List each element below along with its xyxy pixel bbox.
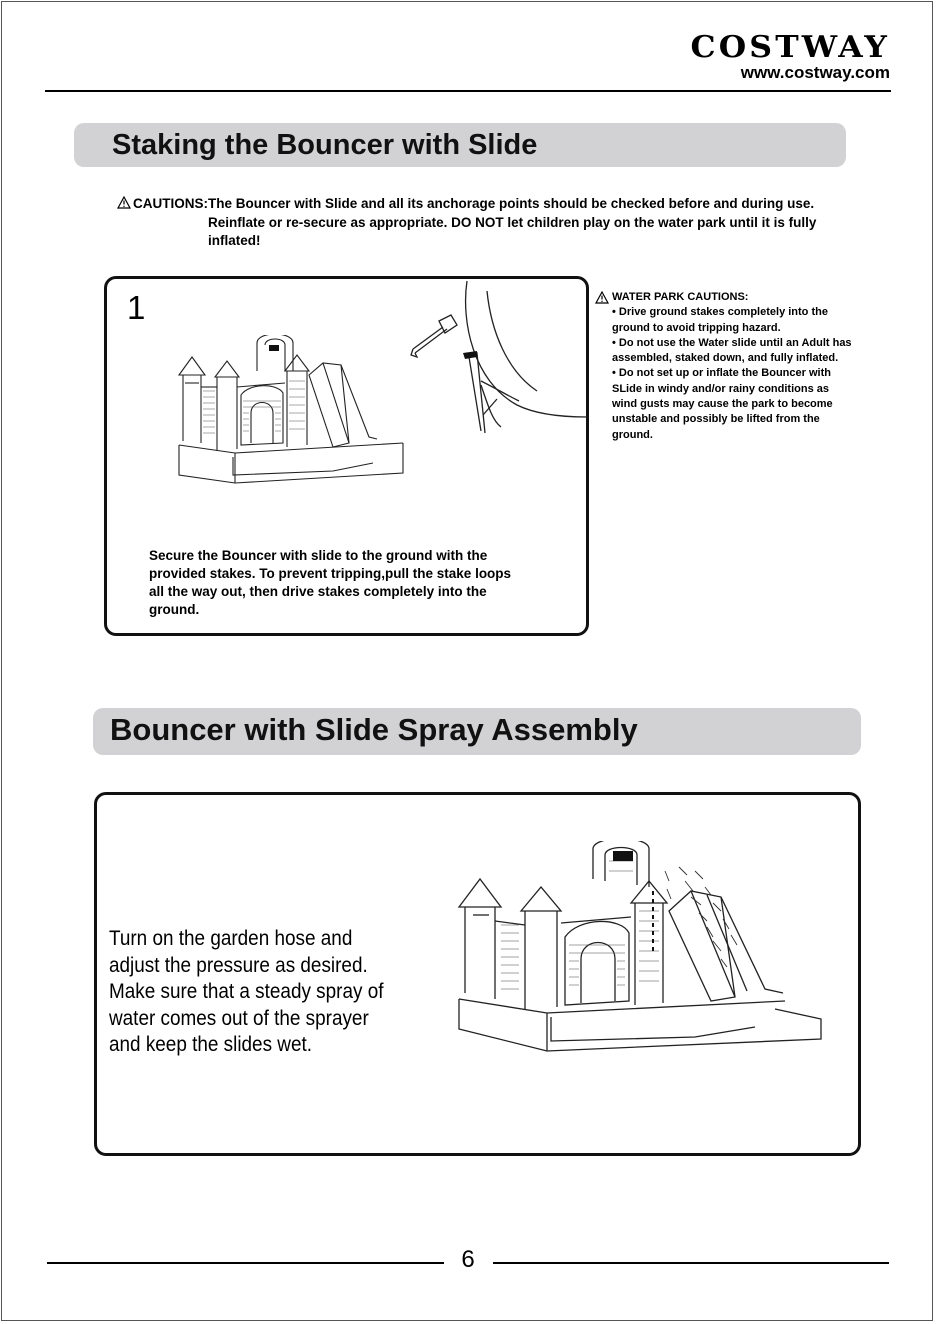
warning-triangle-icon	[117, 196, 131, 209]
stake-hammer-illustration	[407, 281, 587, 441]
section-title-bar-staking	[74, 123, 846, 167]
bouncer-spray-illustration	[455, 841, 825, 1057]
water-park-cautions-title-text: WATER PARK CAUTIONS:	[612, 291, 749, 303]
caution-label-text: CAUTIONS:	[133, 196, 208, 211]
warning-triangle-icon	[595, 291, 609, 304]
step-1-panel	[104, 276, 589, 636]
brand-logo: COSTWAY	[690, 30, 890, 65]
caution-label	[117, 195, 208, 214]
section-title-bar-spray	[93, 708, 861, 755]
list-item: • Do not use the Water slide until an Adult has assembled, staked down, and fully inflated.	[612, 336, 852, 365]
caution-text: The Bouncer with Slide and all its anchorage points should be checked before and during use. Reinflate or re-secure as appropriate. DO NOT let children play on the water park until it is fully inflated!	[208, 196, 817, 248]
page-number: 6	[461, 1246, 475, 1273]
water-park-cautions-list	[595, 305, 855, 443]
step-number: 1	[127, 289, 146, 326]
section-title-staking: Staking the Bouncer with Slide	[112, 129, 538, 161]
spray-instruction: Turn on the garden hose and adjust the pressure as desired. Make sure that a steady spray of water comes out of the sprayer and keep the slides wet.	[109, 926, 384, 1056]
bouncer-illustration	[173, 335, 405, 485]
brand-header	[690, 30, 890, 82]
spray-assembly-panel	[94, 792, 861, 1156]
step-1-instruction: Secure the Bouncer with slide to the ground with the provided stakes. To prevent tripping,pull the stake loops all the way out, then drive stakes completely into the ground.	[149, 548, 512, 617]
list-item: • Drive ground stakes completely into the ground to avoid tripping hazard.	[612, 306, 828, 334]
water-park-cautions-title	[595, 290, 855, 305]
footer-rule-right	[493, 1262, 889, 1264]
section-title-spray: Bouncer with Slide Spray Assembly	[110, 712, 638, 747]
list-item: • Do not set up or inflate the Bouncer with SLide in windy and/or rainy conditions as wind gusts may cause the park to become unstable and possibly be lifted from the ground.	[612, 367, 833, 441]
header-rule	[45, 90, 891, 92]
brand-url: www.costway.com	[740, 63, 890, 82]
water-park-cautions	[595, 290, 855, 443]
footer-rule-left	[47, 1262, 444, 1264]
